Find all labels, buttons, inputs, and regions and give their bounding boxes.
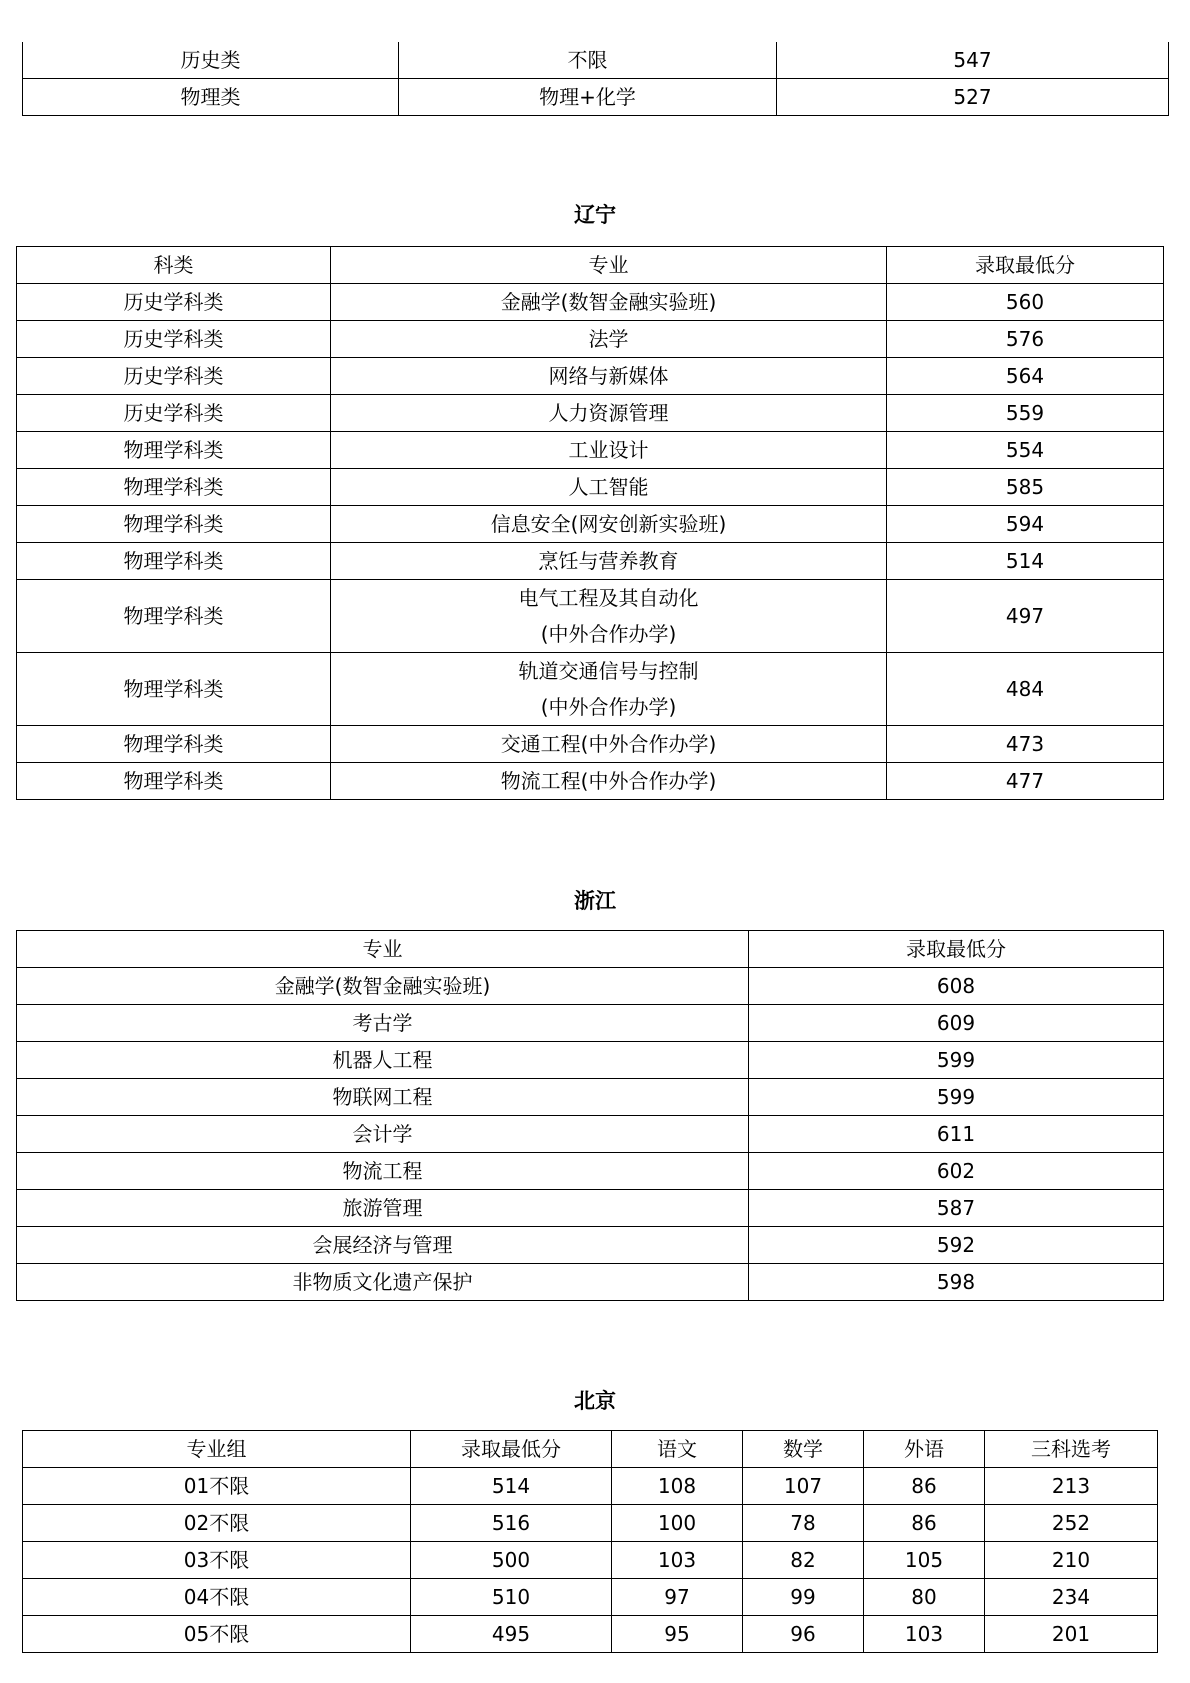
category-cell: 历史学科类 <box>17 321 331 358</box>
major-cell: 法学 <box>331 321 887 358</box>
header-elective: 三科选考 <box>985 1431 1158 1468</box>
table-row <box>23 1468 1158 1505</box>
major-cell: 人力资源管理 <box>331 395 887 432</box>
header-group: 专业组 <box>23 1431 411 1468</box>
min-score-cell: 495 <box>411 1616 612 1653</box>
major-cell: 烹饪与营养教育 <box>331 543 887 580</box>
min-score-cell: 599 <box>749 1079 1164 1116</box>
table-header-row <box>17 931 1164 968</box>
foreign-cell: 86 <box>864 1505 985 1542</box>
table-row <box>17 1153 1164 1190</box>
category-cell: 物理学科类 <box>17 726 331 763</box>
table-row <box>17 543 1164 580</box>
table-header-row <box>17 247 1164 284</box>
major-line-2: (中外合作办学) <box>540 695 677 719</box>
major-line-1: 电气工程及其自动化 <box>518 586 699 610</box>
major-cell: 工业设计 <box>331 432 887 469</box>
chinese-cell: 103 <box>612 1542 743 1579</box>
table-row <box>17 395 1164 432</box>
category-cell: 物理学科类 <box>17 506 331 543</box>
header-min-score: 录取最低分 <box>411 1431 612 1468</box>
category-cell: 历史学科类 <box>17 395 331 432</box>
math-cell: 99 <box>743 1579 864 1616</box>
major-cell: 人工智能 <box>331 469 887 506</box>
major-cell: 物流工程 <box>17 1153 749 1190</box>
elective-cell: 201 <box>985 1616 1158 1653</box>
min-score-cell: 477 <box>887 763 1164 800</box>
header-min-score: 录取最低分 <box>749 931 1164 968</box>
min-score-cell: 587 <box>749 1190 1164 1227</box>
major-cell: 网络与新媒体 <box>331 358 887 395</box>
major-cell: 金融学(数智金融实验班) <box>331 284 887 321</box>
min-score-cell: 599 <box>749 1042 1164 1079</box>
subject-requirement-cell: 物理+化学 <box>399 79 777 116</box>
min-score-cell: 598 <box>749 1264 1164 1301</box>
chinese-cell: 97 <box>612 1579 743 1616</box>
foreign-cell: 103 <box>864 1616 985 1653</box>
major-cell: 会展经济与管理 <box>17 1227 749 1264</box>
major-cell <box>331 580 887 653</box>
table-row <box>23 1505 1158 1542</box>
table-row <box>17 1079 1164 1116</box>
min-score-cell: 516 <box>411 1505 612 1542</box>
min-score-cell: 585 <box>887 469 1164 506</box>
table-row <box>23 42 1169 79</box>
header-category: 科类 <box>17 247 331 284</box>
min-score-cell: 473 <box>887 726 1164 763</box>
major-cell <box>331 653 887 726</box>
major-cell: 机器人工程 <box>17 1042 749 1079</box>
major-cell: 考古学 <box>17 1005 749 1042</box>
table-header-row <box>23 1431 1158 1468</box>
min-score-cell: 510 <box>411 1579 612 1616</box>
min-score-cell: 609 <box>749 1005 1164 1042</box>
min-score-cell: 554 <box>887 432 1164 469</box>
liaoning-score-table <box>16 246 1164 800</box>
table-row <box>17 1005 1164 1042</box>
category-cell: 物理学科类 <box>17 580 331 653</box>
elective-cell: 234 <box>985 1579 1158 1616</box>
table-row <box>17 1227 1164 1264</box>
table-row <box>17 968 1164 1005</box>
elective-cell: 252 <box>985 1505 1158 1542</box>
foreign-cell: 86 <box>864 1468 985 1505</box>
table-row <box>17 763 1164 800</box>
elective-cell: 210 <box>985 1542 1158 1579</box>
min-score-cell: 559 <box>887 395 1164 432</box>
table-row <box>17 432 1164 469</box>
zhejiang-section-title: 浙江 <box>574 889 616 913</box>
header-chinese: 语文 <box>612 1431 743 1468</box>
min-score-cell: 594 <box>887 506 1164 543</box>
top-score-table <box>22 42 1169 116</box>
major-cell: 交通工程(中外合作办学) <box>331 726 887 763</box>
table-row <box>23 1579 1158 1616</box>
category-cell: 物理学科类 <box>17 469 331 506</box>
major-cell: 物流工程(中外合作办学) <box>331 763 887 800</box>
liaoning-section-title: 辽宁 <box>574 203 616 227</box>
group-cell: 05不限 <box>23 1616 411 1653</box>
min-score-cell: 514 <box>887 543 1164 580</box>
min-score-cell: 608 <box>749 968 1164 1005</box>
min-score-cell: 602 <box>749 1153 1164 1190</box>
category-cell: 历史学科类 <box>17 358 331 395</box>
category-cell: 物理学科类 <box>17 763 331 800</box>
major-cell: 信息安全(网安创新实验班) <box>331 506 887 543</box>
category-cell: 物理学科类 <box>17 432 331 469</box>
header-major: 专业 <box>331 247 887 284</box>
category-cell: 历史类 <box>23 42 399 79</box>
major-cell: 物联网工程 <box>17 1079 749 1116</box>
table-row <box>17 653 1164 726</box>
math-cell: 96 <box>743 1616 864 1653</box>
table-row <box>17 321 1164 358</box>
math-cell: 82 <box>743 1542 864 1579</box>
math-cell: 78 <box>743 1505 864 1542</box>
min-score-cell: 497 <box>887 580 1164 653</box>
category-cell: 历史学科类 <box>17 284 331 321</box>
header-math: 数学 <box>743 1431 864 1468</box>
chinese-cell: 100 <box>612 1505 743 1542</box>
table-row <box>23 1616 1158 1653</box>
elective-cell: 213 <box>985 1468 1158 1505</box>
major-cell: 旅游管理 <box>17 1190 749 1227</box>
beijing-score-table <box>22 1430 1158 1653</box>
header-min-score: 录取最低分 <box>887 247 1164 284</box>
group-cell: 02不限 <box>23 1505 411 1542</box>
table-row <box>17 1190 1164 1227</box>
category-cell: 物理类 <box>23 79 399 116</box>
major-cell: 非物质文化遗产保护 <box>17 1264 749 1301</box>
table-row <box>23 79 1169 116</box>
group-cell: 01不限 <box>23 1468 411 1505</box>
chinese-cell: 108 <box>612 1468 743 1505</box>
major-line-1: 轨道交通信号与控制 <box>518 659 699 683</box>
beijing-section-title: 北京 <box>574 1389 616 1413</box>
table-row <box>17 284 1164 321</box>
major-cell: 金融学(数智金融实验班) <box>17 968 749 1005</box>
min-score-cell: 514 <box>411 1468 612 1505</box>
table-row <box>17 726 1164 763</box>
min-score-cell: 484 <box>887 653 1164 726</box>
table-row <box>17 1264 1164 1301</box>
min-score-cell: 500 <box>411 1542 612 1579</box>
foreign-cell: 80 <box>864 1579 985 1616</box>
chinese-cell: 95 <box>612 1616 743 1653</box>
table-row <box>23 1542 1158 1579</box>
min-score-cell: 547 <box>777 42 1169 79</box>
table-row <box>17 580 1164 653</box>
major-cell: 会计学 <box>17 1116 749 1153</box>
min-score-cell: 592 <box>749 1227 1164 1264</box>
min-score-cell: 611 <box>749 1116 1164 1153</box>
major-line-2: (中外合作办学) <box>540 622 677 646</box>
header-foreign-language: 外语 <box>864 1431 985 1468</box>
min-score-cell: 560 <box>887 284 1164 321</box>
group-cell: 03不限 <box>23 1542 411 1579</box>
group-cell: 04不限 <box>23 1579 411 1616</box>
category-cell: 物理学科类 <box>17 543 331 580</box>
subject-requirement-cell: 不限 <box>399 42 777 79</box>
category-cell: 物理学科类 <box>17 653 331 726</box>
math-cell: 107 <box>743 1468 864 1505</box>
foreign-cell: 105 <box>864 1542 985 1579</box>
min-score-cell: 576 <box>887 321 1164 358</box>
table-row <box>17 469 1164 506</box>
zhejiang-score-table <box>16 930 1164 1301</box>
header-major: 专业 <box>17 931 749 968</box>
table-row <box>17 1042 1164 1079</box>
table-row <box>17 506 1164 543</box>
table-row <box>17 1116 1164 1153</box>
min-score-cell: 564 <box>887 358 1164 395</box>
min-score-cell: 527 <box>777 79 1169 116</box>
table-row <box>17 358 1164 395</box>
